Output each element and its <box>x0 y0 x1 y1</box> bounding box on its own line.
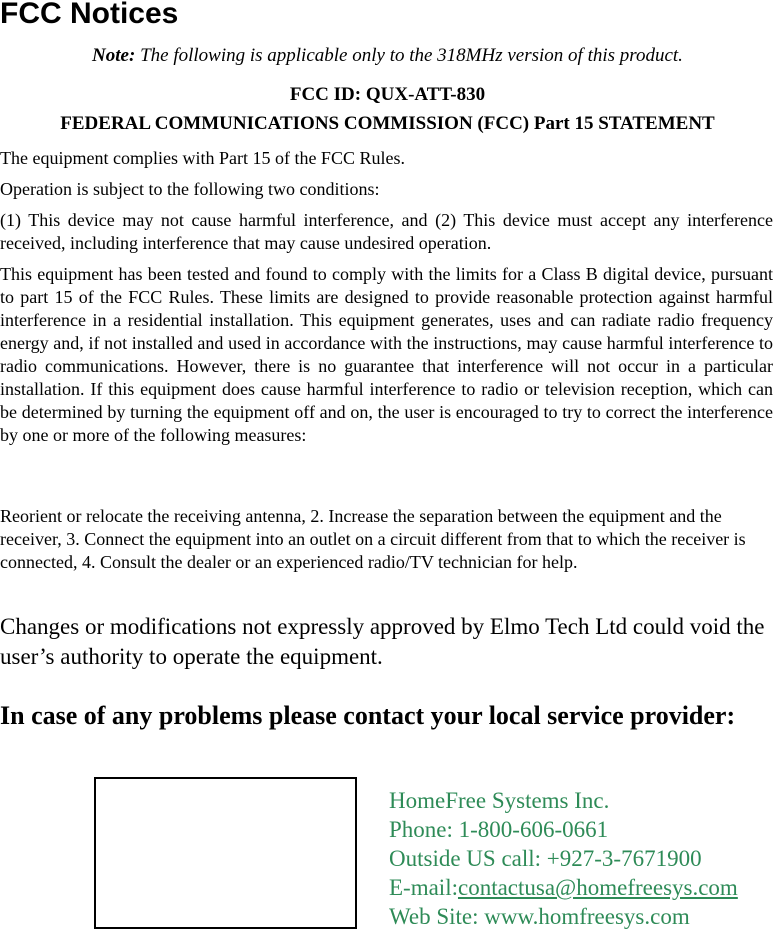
website: Web Site: www.homfreesys.com <box>389 904 690 929</box>
two-conditions-paragraph: (1) This device may not cause harmful interference, and (2) This device must accept any interference received, including interference that may cause undesired operation. <box>0 210 773 253</box>
note-label: Note: <box>92 45 136 66</box>
note-text: The following is applicable only to the 318MHz version of this product. <box>135 45 683 66</box>
company-name: HomeFree Systems Inc. <box>389 788 610 813</box>
conditions-paragraph: Operation is subject to the following two conditions: <box>0 179 380 199</box>
email-line <box>389 873 738 902</box>
complies-paragraph: The equipment complies with Part 15 of the FCC Rules. <box>0 148 405 168</box>
changes-notice: Changes or modifications not expressly approved by Elmo Tech Ltd could void the user’s authority to operate the equipment. <box>0 614 765 669</box>
contact-heading: In case of any problems please contact your local service provider: <box>0 701 736 730</box>
service-provider-box <box>94 777 357 929</box>
phone-number: Phone: 1-800-606-0661 <box>389 817 609 842</box>
note-line <box>0 44 775 68</box>
fcc-id: FCC ID: QUX-ATT-830 <box>289 84 486 105</box>
email-link[interactable]: contactusa@homefreesys.com <box>457 875 738 900</box>
outside-us-phone: Outside US call: +927-3-7671900 <box>389 846 702 871</box>
tested-paragraph: This equipment has been tested and found to comply with the limits for a Class B digital device, pursuant to part 15 of the FCC Rules. These limits are designed to provide reasonable protection against harmful interference in a residential installation. This equipment generates, uses and can radiate radio frequency energy and, if not installed and used in accordance with the instructions, may cause harmful interference to radio communications. However, there is no guarantee that interference will not occur in a particular installation. If this equipment does cause harmful interference to radio or television reception, which can be determined by turning the equipment off and on, the user is encouraged to try to correct the interference by one or more of the following measures: <box>0 264 773 445</box>
statement-heading: FEDERAL COMMUNICATIONS COMMISSION (FCC) Part 15 STATEMENT <box>60 113 715 134</box>
measures-paragraph: Reorient or relocate the receiving antenna, 2. Increase the separation between the equipment and the receiver, 3. Connect the equipment into an outlet on a circuit different from that to which the receiver is connected, 4. Consult the dealer or an experienced radio/TV technician for help. <box>0 506 746 572</box>
email-label: E-mail: <box>389 875 458 900</box>
contact-info <box>389 786 738 931</box>
page-title: FCC Notices <box>0 0 179 30</box>
